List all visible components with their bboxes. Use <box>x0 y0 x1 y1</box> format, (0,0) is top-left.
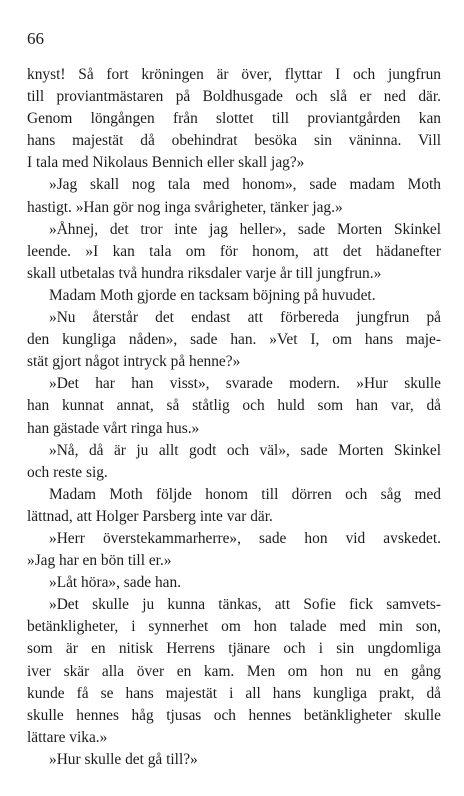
text-line: »Åhnej, det tror inte jag heller», sade Morten Skinkel <box>49 220 441 238</box>
page-number: 66 <box>27 29 44 48</box>
text-line: skall utbetalas två hundra riksdaler varje år till jungfrun.» <box>27 264 382 282</box>
text-line: Genom löngången från slottet till proviantgården kan <box>27 110 441 128</box>
text-line: till proviantmästaren på Boldhusgade och slå er ned där. <box>27 88 441 106</box>
text-line: och reste sig. <box>27 463 108 481</box>
text-line: lättare vika.» <box>27 728 108 746</box>
text-line: som är en nitisk Herrens tjänare och i sin ungdomliga <box>27 640 441 658</box>
text-line: lättnad, att Holger Parsberg inte var där. <box>27 507 273 525</box>
text-line: »Herr överstekammarherre», sade hon vid avskedet. <box>49 529 441 547</box>
text-line: »Jag har en bön till er.» <box>27 552 172 570</box>
text-line: »Det har han visst», svarade modern. »Hur skulle <box>49 375 441 393</box>
text-line: betänkligheter, i synnerhet om hon talade med min son, <box>27 618 441 636</box>
text-line: »Jag skall nog tala med honom», sade madam Moth <box>49 176 441 194</box>
text-line: knyst! Så fort kröningen är över, flyttar I och jungfrun <box>27 66 441 83</box>
text-line: Madam Moth gjorde en tacksam böjning på huvudet. <box>49 286 376 304</box>
text-line: han gästade vårt ringa hus.» <box>27 419 200 437</box>
text-line: hans majestät då obehindrat besöka sin väninna. Vill <box>27 132 441 150</box>
text-line: iver skär alla över en kam. Men om hon nu en gång <box>27 662 441 680</box>
book-page <box>27 28 441 771</box>
text-line: skulle hennes håg tjusas och hennes betänkligheter skulle <box>27 706 441 724</box>
text-line: »Nu återstår det endast att förbereda jungfrun på <box>49 309 441 327</box>
text-line: »Låt höra», sade han. <box>49 574 182 592</box>
body-text <box>27 64 441 771</box>
text-line: kunde få se hans majestät i all hans kungliga prakt, då <box>27 684 441 702</box>
text-line: »Nå, då är ju allt godt och väl», sade Morten Skinkel <box>49 441 441 459</box>
text-line: stät gjort något intryck på henne?» <box>27 353 241 371</box>
text-line: I tala med Nikolaus Bennich eller skall jag?» <box>27 154 305 172</box>
text-line: han kunnat annat, så ståtlig och huld som han var, då <box>27 397 441 415</box>
text-line: leende. »I kan tala om för honom, att det hädanefter <box>27 242 441 260</box>
text-line: den kungliga nåden», sade han. »Vet I, om hans maje- <box>27 331 441 349</box>
text-line: hastigt. »Han gör nog inga svårigheter, tänker jag.» <box>27 198 343 216</box>
text-line: »Hur skulle det gå till?» <box>49 750 198 768</box>
text-line: Madam Moth följde honom till dörren och såg med <box>49 485 441 503</box>
text-line: »Det skulle ju kunna tänkas, att Sofie fick samvets- <box>49 596 441 614</box>
